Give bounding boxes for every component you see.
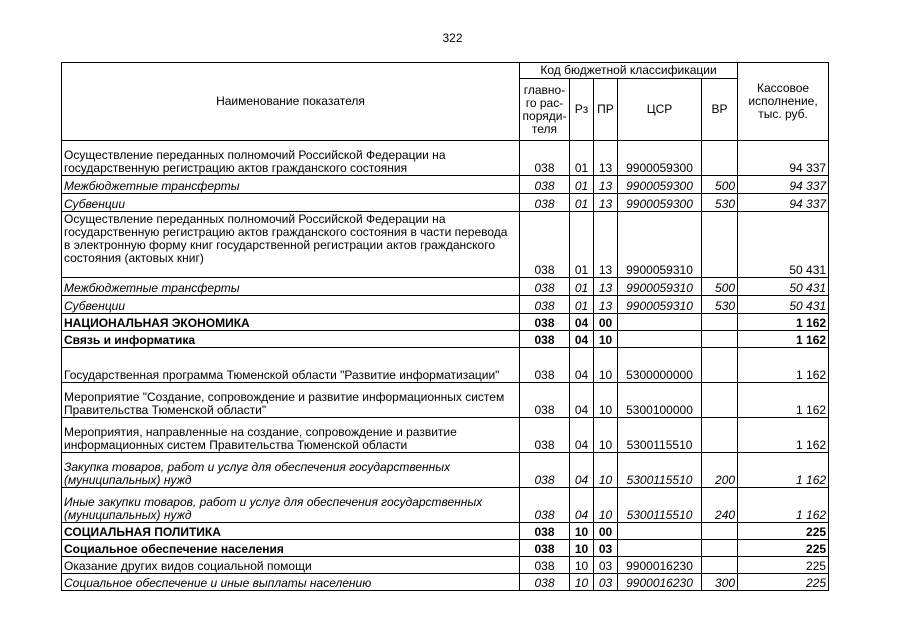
row-csr: 9900059310 — [618, 296, 702, 314]
row-name: Социальное обеспечение населения — [62, 540, 520, 557]
table-body — [62, 141, 829, 591]
row-pr: 10 — [594, 418, 618, 453]
row-vr — [702, 331, 738, 348]
row-name: Субвенции — [62, 296, 520, 314]
row-sum: 94 337 — [738, 194, 829, 212]
row-rz: 10 — [570, 540, 594, 557]
row-sum: 1 162 — [738, 488, 829, 523]
row-name: Иные закупки товаров, работ и услуг для обеспечения государственных (муниципальных) нужд — [62, 488, 520, 523]
row-glav: 038 — [520, 176, 570, 194]
row-vr — [702, 418, 738, 453]
row-name: Межбюджетные трансферты — [62, 278, 520, 296]
row-glav: 038 — [520, 488, 570, 523]
row-rz: 04 — [570, 348, 594, 383]
table-row — [62, 314, 829, 331]
row-rz: 10 — [570, 574, 594, 591]
row-rz: 01 — [570, 194, 594, 212]
row-sum: 1 162 — [738, 314, 829, 331]
row-vr: 530 — [702, 296, 738, 314]
row-csr: 9900059300 — [618, 176, 702, 194]
row-sum: 225 — [738, 523, 829, 540]
header-sum: Кассовое исполнение, тыс. руб. — [738, 63, 829, 141]
row-glav: 038 — [520, 348, 570, 383]
row-glav: 038 — [520, 212, 570, 278]
row-csr: 5300000000 — [618, 348, 702, 383]
table-row — [62, 194, 829, 212]
header-rz: Рз — [570, 79, 594, 141]
row-name: Социальное обеспечение и иные выплаты населению — [62, 574, 520, 591]
header-vr: ВР — [702, 79, 738, 141]
row-csr — [618, 314, 702, 331]
row-glav: 038 — [520, 557, 570, 574]
row-name: Осуществление переданных полномочий Российской Федерации на государственную регистрацию актов гражданского состояния в части перевода в электронную форму книг государственной регистрации актов гражданского состояния (актовых книг) — [62, 212, 520, 278]
row-csr: 9900059310 — [618, 212, 702, 278]
budget-table — [61, 62, 829, 591]
table-row — [62, 523, 829, 540]
row-name: Закупка товаров, работ и услуг для обеспечения государственных (муниципальных) нужд — [62, 453, 520, 488]
row-sum: 94 337 — [738, 141, 829, 176]
table-row — [62, 540, 829, 557]
row-vr: 240 — [702, 488, 738, 523]
row-name: Связь и информатика — [62, 331, 520, 348]
row-vr — [702, 383, 738, 418]
row-vr — [702, 348, 738, 383]
row-csr — [618, 540, 702, 557]
row-rz: 01 — [570, 212, 594, 278]
row-name: Межбюджетные трансферты — [62, 176, 520, 194]
page-number: 322 — [442, 31, 463, 45]
row-glav: 038 — [520, 194, 570, 212]
row-csr: 5300100000 — [618, 383, 702, 418]
row-vr — [702, 314, 738, 331]
row-vr: 500 — [702, 176, 738, 194]
row-csr — [618, 331, 702, 348]
row-sum: 1 162 — [738, 383, 829, 418]
row-pr: 03 — [594, 557, 618, 574]
row-name: Осуществление переданных полномочий Российской Федерации на государственную регистрацию актов гражданского состояния — [62, 141, 520, 176]
row-sum: 50 431 — [738, 212, 829, 278]
row-vr: 530 — [702, 194, 738, 212]
row-sum: 50 431 — [738, 278, 829, 296]
table-row — [62, 212, 829, 278]
row-csr: 9900059310 — [618, 278, 702, 296]
row-pr: 13 — [594, 141, 618, 176]
row-name: Мероприятие "Создание, сопровождение и развитие информационных систем Правительства Тюменской области" — [62, 383, 520, 418]
row-pr: 13 — [594, 278, 618, 296]
row-sum: 1 162 — [738, 418, 829, 453]
row-glav: 038 — [520, 574, 570, 591]
row-pr: 10 — [594, 453, 618, 488]
row-rz: 01 — [570, 141, 594, 176]
row-glav: 038 — [520, 453, 570, 488]
row-rz: 04 — [570, 314, 594, 331]
row-sum: 225 — [738, 540, 829, 557]
row-pr: 10 — [594, 383, 618, 418]
row-vr — [702, 212, 738, 278]
row-rz: 10 — [570, 557, 594, 574]
row-sum: 225 — [738, 574, 829, 591]
row-name: Мероприятия, направленные на создание, сопровождение и развитие информационных систем Правительства Тюменской области — [62, 418, 520, 453]
row-csr: 5300115510 — [618, 488, 702, 523]
row-sum: 1 162 — [738, 331, 829, 348]
row-sum: 1 162 — [738, 348, 829, 383]
row-csr: 5300115510 — [618, 418, 702, 453]
row-csr: 9900016230 — [618, 557, 702, 574]
header-budget-code-group: Код бюджетной классификации — [520, 63, 738, 79]
header-pr: ПР — [594, 79, 618, 141]
row-glav: 038 — [520, 331, 570, 348]
row-vr: 200 — [702, 453, 738, 488]
table-row — [62, 574, 829, 591]
header-name: Наименование показателя — [62, 63, 520, 141]
row-pr: 00 — [594, 314, 618, 331]
table-row — [62, 331, 829, 348]
table-row — [62, 383, 829, 418]
table-row — [62, 453, 829, 488]
row-pr: 13 — [594, 194, 618, 212]
row-glav: 038 — [520, 523, 570, 540]
row-name: СОЦИАЛЬНАЯ ПОЛИТИКА — [62, 523, 520, 540]
row-glav: 038 — [520, 383, 570, 418]
row-pr: 00 — [594, 523, 618, 540]
row-vr: 300 — [702, 574, 738, 591]
table-row — [62, 176, 829, 194]
row-pr: 03 — [594, 574, 618, 591]
row-name: Государственная программа Тюменской области "Развитие информатизации" — [62, 348, 520, 383]
row-pr: 13 — [594, 296, 618, 314]
row-rz: 04 — [570, 453, 594, 488]
row-sum: 94 337 — [738, 176, 829, 194]
row-csr: 9900059300 — [618, 194, 702, 212]
table-row — [62, 278, 829, 296]
row-rz: 04 — [570, 331, 594, 348]
row-pr: 10 — [594, 331, 618, 348]
row-pr: 13 — [594, 176, 618, 194]
row-vr: 500 — [702, 278, 738, 296]
table-row — [62, 348, 829, 383]
header-csr: ЦСР — [618, 79, 702, 141]
row-rz: 10 — [570, 523, 594, 540]
row-csr: 5300115510 — [618, 453, 702, 488]
row-rz: 01 — [570, 176, 594, 194]
table-header — [62, 63, 829, 141]
row-glav: 038 — [520, 314, 570, 331]
row-glav: 038 — [520, 141, 570, 176]
row-rz: 04 — [570, 418, 594, 453]
row-sum: 50 431 — [738, 296, 829, 314]
table-row — [62, 418, 829, 453]
row-csr: 9900016230 — [618, 574, 702, 591]
row-glav: 038 — [520, 278, 570, 296]
row-rz: 01 — [570, 296, 594, 314]
table-row — [62, 557, 829, 574]
row-glav: 038 — [520, 296, 570, 314]
table-row — [62, 141, 829, 176]
row-name: Оказание других видов социальной помощи — [62, 557, 520, 574]
row-pr: 10 — [594, 348, 618, 383]
row-csr: 9900059300 — [618, 141, 702, 176]
table-row — [62, 296, 829, 314]
row-sum: 1 162 — [738, 453, 829, 488]
row-glav: 038 — [520, 418, 570, 453]
row-vr — [702, 141, 738, 176]
row-rz: 04 — [570, 383, 594, 418]
row-name: НАЦИОНАЛЬНАЯ ЭКОНОМИКА — [62, 314, 520, 331]
row-glav: 038 — [520, 540, 570, 557]
row-pr: 03 — [594, 540, 618, 557]
row-vr — [702, 523, 738, 540]
row-sum: 225 — [738, 557, 829, 574]
row-csr — [618, 523, 702, 540]
row-vr — [702, 540, 738, 557]
header-glav: главно-го рас-поряди-теля — [520, 79, 570, 141]
row-vr — [702, 557, 738, 574]
row-name: Субвенции — [62, 194, 520, 212]
row-pr: 13 — [594, 212, 618, 278]
row-rz: 04 — [570, 488, 594, 523]
row-rz: 01 — [570, 278, 594, 296]
row-pr: 10 — [594, 488, 618, 523]
table-row — [62, 488, 829, 523]
